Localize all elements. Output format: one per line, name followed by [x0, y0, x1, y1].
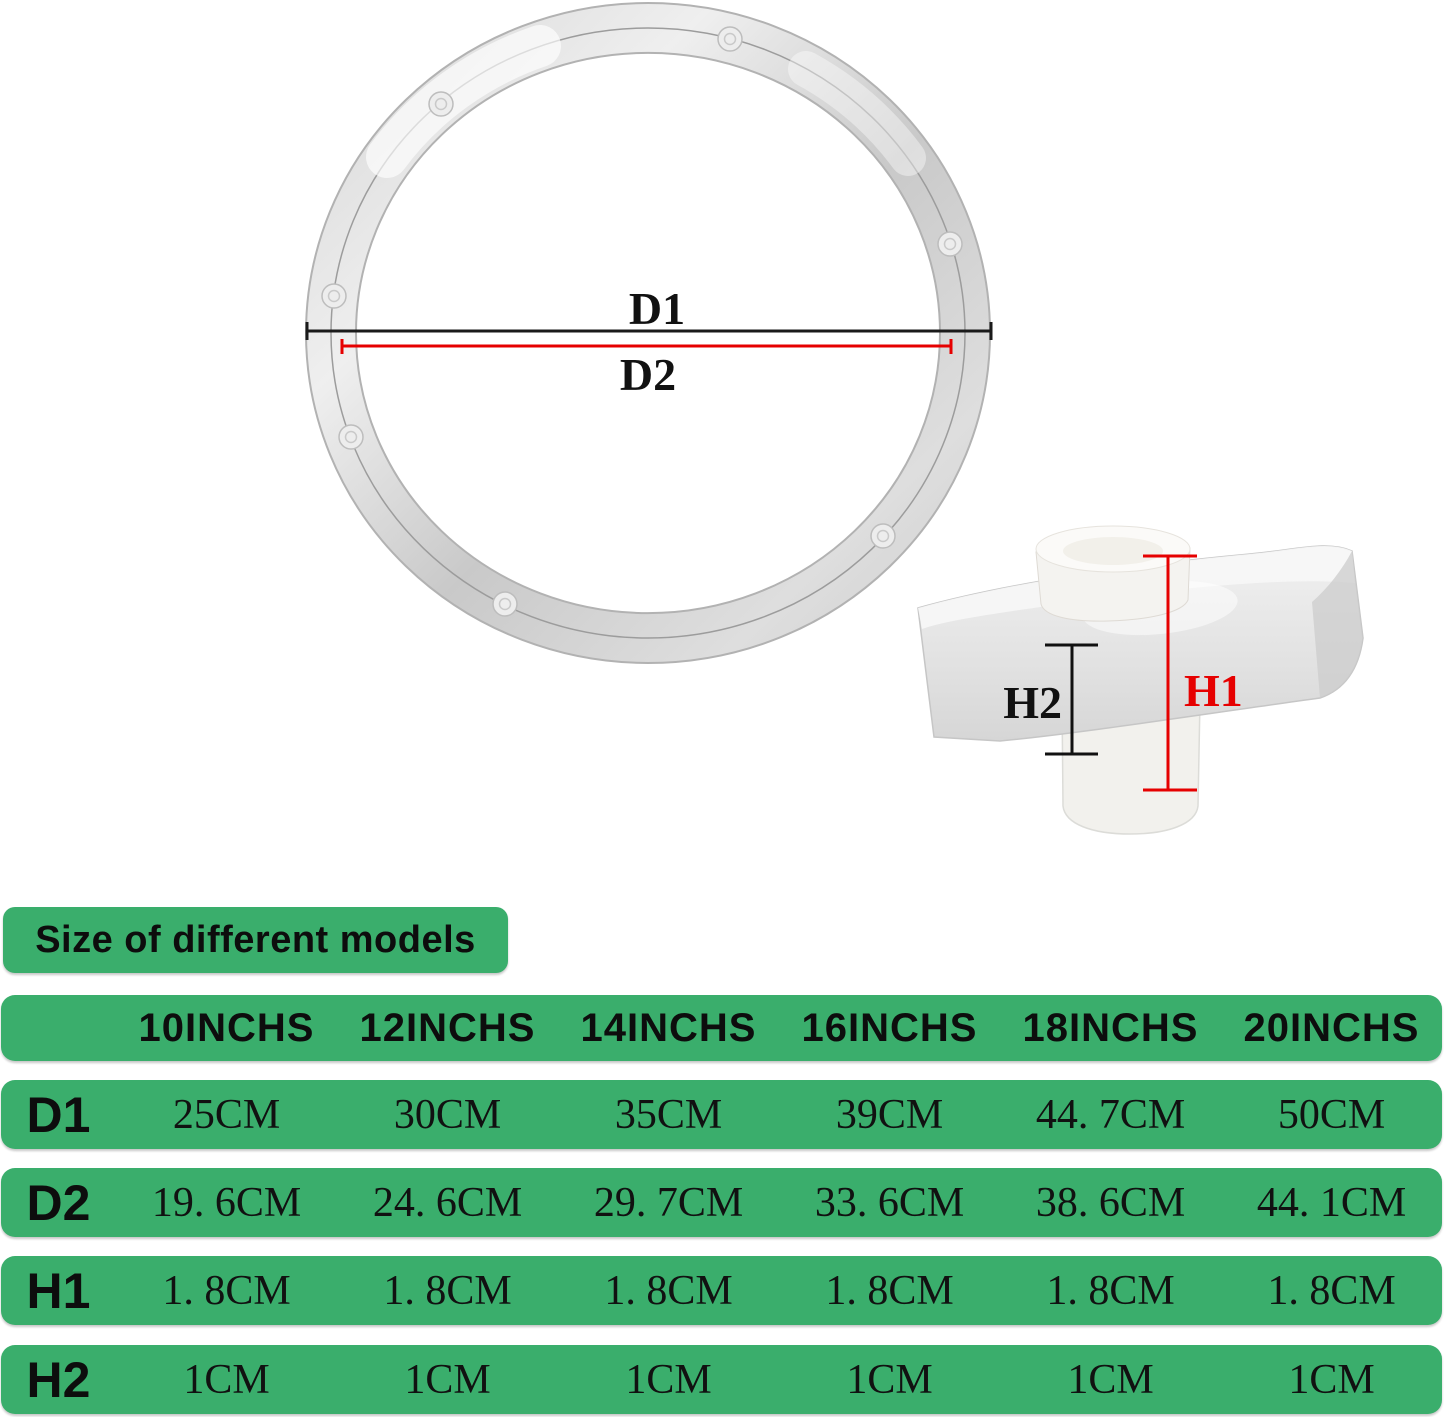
header-cell: 16INCHS	[801, 1005, 978, 1050]
ring-sheen-right	[806, 69, 908, 158]
value-cell: 1CM	[1067, 1356, 1154, 1403]
top-boss-inner	[1063, 537, 1163, 565]
value-cell: 38. 6CM	[1035, 1179, 1186, 1226]
table-row	[1, 1080, 1442, 1149]
table-row	[1, 1168, 1442, 1237]
value-cell: 1CM	[846, 1356, 933, 1403]
value-cell: 33. 6CM	[814, 1179, 965, 1226]
value-cell: 24. 6CM	[372, 1179, 523, 1226]
table-row	[1, 1345, 1442, 1414]
value-cell: 44. 7CM	[1035, 1091, 1186, 1138]
value-cell: 39CM	[835, 1091, 944, 1138]
header-cell: 10INCHS	[138, 1005, 315, 1050]
value-cell: 1CM	[1288, 1356, 1375, 1403]
d1-label: D1	[628, 283, 686, 334]
value-cell: 1. 8CM	[1267, 1267, 1396, 1314]
value-cell: 1. 8CM	[162, 1267, 291, 1314]
value-cell: 30CM	[393, 1091, 502, 1138]
row-label: D1	[26, 1086, 91, 1143]
side-profile-image	[918, 526, 1363, 834]
header-cell: 12INCHS	[359, 1005, 536, 1050]
row-label: H2	[26, 1351, 91, 1408]
row-label: H1	[26, 1262, 91, 1319]
value-cell: 1. 8CM	[604, 1267, 733, 1314]
table-title-bar	[3, 907, 508, 973]
value-cell: 1CM	[625, 1356, 712, 1403]
value-cell: 44. 1CM	[1256, 1179, 1407, 1226]
header-cell: 18INCHS	[1022, 1005, 1199, 1050]
header-cell: 20INCHS	[1243, 1005, 1420, 1050]
ring-sheen-left	[387, 46, 540, 157]
value-cell: 29. 7CM	[593, 1179, 744, 1226]
value-cell: 25CM	[172, 1091, 281, 1138]
value-cell: 1. 8CM	[383, 1267, 512, 1314]
row-label: D2	[26, 1174, 91, 1231]
h1-label: H1	[1184, 665, 1243, 716]
value-cell: 50CM	[1277, 1091, 1386, 1138]
table-title: Size of different models	[35, 918, 476, 961]
value-cell: 19. 6CM	[151, 1179, 302, 1226]
value-cell: 1CM	[404, 1356, 491, 1403]
h2-label: H2	[1003, 677, 1062, 728]
header-cell: 14INCHS	[580, 1005, 757, 1050]
table-header-row	[1, 995, 1442, 1061]
value-cell: 1. 8CM	[825, 1267, 954, 1314]
table-row	[1, 1256, 1442, 1325]
value-cell: 1CM	[183, 1356, 270, 1403]
d2-label: D2	[619, 349, 677, 400]
value-cell: 1. 8CM	[1046, 1267, 1175, 1314]
value-cell: 35CM	[614, 1091, 723, 1138]
